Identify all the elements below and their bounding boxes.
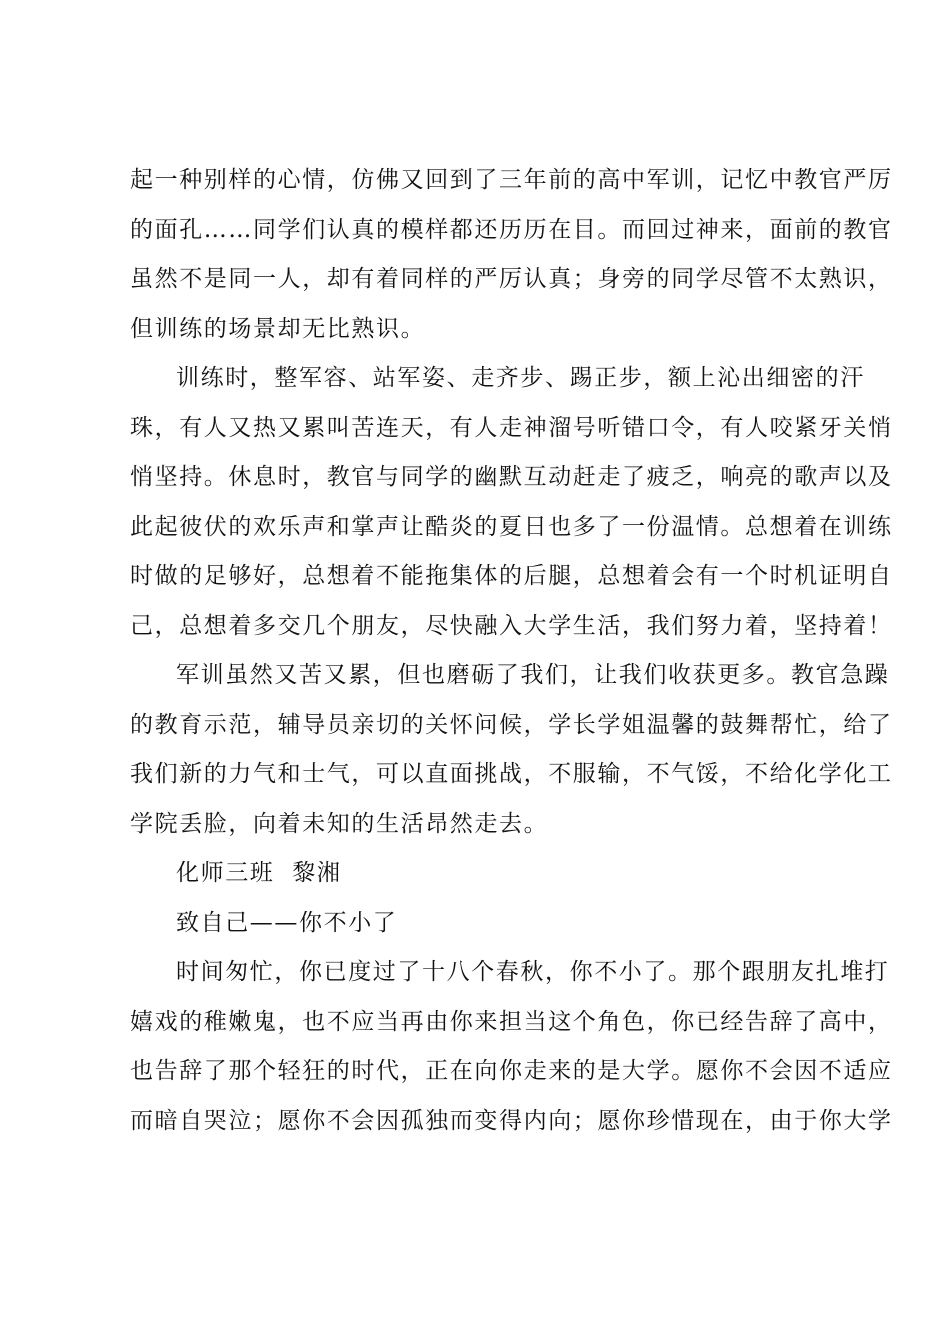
text-line: 虽然不是同一人，却有着同样的严厉认真；身旁的同学尽管不太熟识， bbox=[130, 266, 893, 292]
text-line: 珠，有人又热又累叫苦连天，有人走神溜号听错口令，有人咬紧牙关悄 bbox=[130, 414, 893, 441]
text-line: 嬉戏的稚嫩鬼，也不应当再由你来担当这个角色，你已经告辞了高中， bbox=[130, 1008, 893, 1035]
text-line: 时间匆忙，你已度过了十八个春秋，你不小了。那个跟朋友扎堆打 bbox=[176, 959, 890, 985]
text-line: 也告辞了那个轻狂的时代，正在向你走来的是大学。愿你不会因不适应 bbox=[130, 1058, 893, 1084]
text-line: 此起彼伏的欢乐声和掌声让酷炎的夏日也多了一份温情。总想着在训练 bbox=[130, 513, 893, 540]
text-line: 但训练的场景却无比熟识。 bbox=[130, 315, 426, 342]
author-signature bbox=[130, 849, 830, 899]
section-title bbox=[130, 899, 830, 949]
paragraph-letter bbox=[130, 948, 893, 1146]
paragraph-memory bbox=[130, 156, 893, 354]
text-line: 时做的足够好，总想着不能拖集体的后腿，总想着会有一个时机证明自 bbox=[130, 563, 893, 589]
text-line: 学院丢脸，向着未知的生活昂然走去。 bbox=[130, 810, 549, 837]
text-line: 起一种别样的心情，仿佛又回到了三年前的高中军训，记忆中教官严厉 bbox=[130, 167, 893, 193]
text-line: 训练时，整军容、站军姿、走齐步、踢正步，额上沁出细密的汗 bbox=[176, 365, 865, 391]
text-line: 的面孔……同学们认真的模样都还历历在目。而回过神来，面前的教官 bbox=[130, 216, 893, 243]
text-line: 化师三班 黎湘 bbox=[176, 860, 342, 886]
text-line: 己，总想着多交几个朋友，尽快融入大学生活，我们努力着，坚持着！ bbox=[130, 612, 893, 639]
paragraph-training bbox=[130, 354, 893, 651]
document-body bbox=[130, 156, 893, 1146]
text-line: 我们新的力气和士气，可以直面挑战，不服输，不气馁，不给化学化工 bbox=[130, 761, 893, 787]
text-line: 而暗自哭泣；愿你不会因孤独而变得内向；愿你珍惜现在，由于你大学 bbox=[130, 1107, 893, 1134]
text-line: 军训虽然又苦又累，但也磨砺了我们，让我们收获更多。教官急躁 bbox=[176, 662, 890, 688]
text-line: 悄坚持。休息时，教官与同学的幽默互动赶走了疲乏，响亮的歌声以及 bbox=[130, 464, 893, 490]
paragraph-harvest bbox=[130, 651, 893, 849]
text-line: 的教育示范，辅导员亲切的关怀问候，学长学姐温馨的鼓舞帮忙，给了 bbox=[130, 711, 893, 738]
text-line: 致自己——你不小了 bbox=[176, 909, 398, 936]
